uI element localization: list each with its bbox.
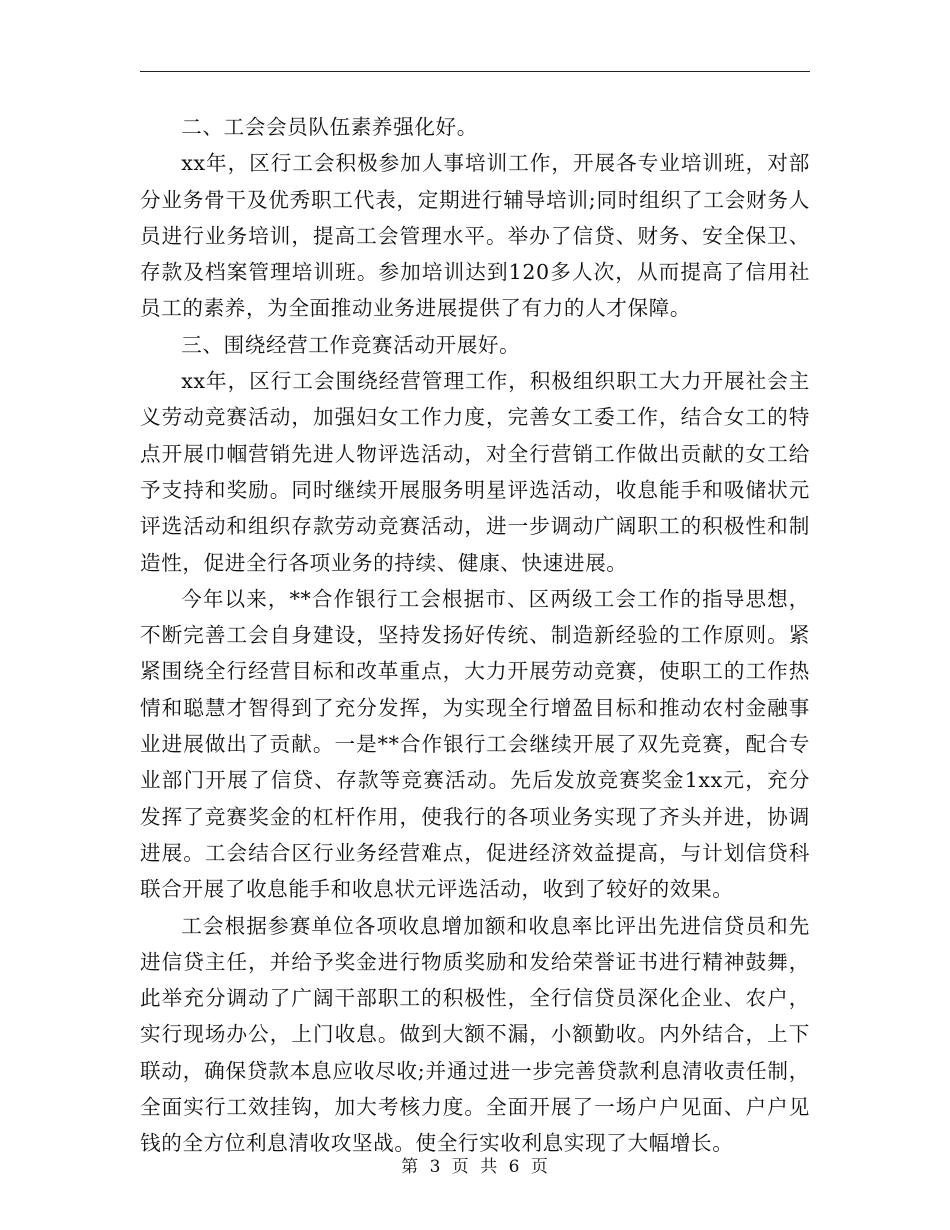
paragraph-competition: xx年，区行工会围绕经营管理工作，积极组织职工大力开展社会主义劳动竞赛活动，加强妇女工作力度，完善女工委工作，结合女工的特点开展巾帼营销先进人物评选活动，对全行营销工作做出贡献的女工给予支持和奖励。同时继续开展服务明星评选活动，收息能手和吸储状元评选活动和组织存款劳动竞赛活动，进一步调动广阔职工的积极性和制造性，促进全行各项业务的持续、健康、快速进展。 <box>140 369 810 575</box>
paragraph-this-year: 今年以来，**合作银行工会根据市、区两级工会工作的指导思想，不断完善工会自身建设，坚持发扬好传统、制造新经验的工作原则。紧紧围绕全行经营目标和改革重点，大力开展劳动竞赛，使职工的工作热情和聪慧才智得到了充分发挥，为实现全行增盈目标和推动农村金融事业进展做出了贡献。一是**合作银行工会继续开展了双先竞赛，配合专业部门开展了信贷、存款等竞赛活动。先后发放竞赛奖金1xx元，充分发挥了竞赛奖金的杠杆作用，使我行的各项业务实现了齐头并进，协调进展。工会结合区行业务经营难点，促进经济效益提高，与计划信贷科联合开展了收息能手和收息状元评选活动，收到了较好的效果。 <box>140 586 810 902</box>
paragraph-interest-collection: 工会根据参赛单位各项收息增加额和收息率比评出先进信贷员和先进信贷主任，并给予奖金进行物质奖励和发给荣誉证书进行精神鼓舞，此举充分调动了广阔干部职工的积极性，全行信贷员深化企业、农户，实行现场办公，上门收息。做到大额不漏，小额勤收。内外结合，上下联动，确保贷款本息应收尽收;并通过进一步完善贷款利息清收责任制，全面实行工效挂钩，加大考核力度。全面开展了一场户户见面、户户见钱的全方位利息清收攻坚战。使全行实收利息实现了大幅增长。 <box>140 913 810 1156</box>
header-rule <box>140 71 810 72</box>
paragraph-training: xx年，区行工会积极参加人事培训工作，开展各专业培训班，对部分业务骨干及优秀职工代表，定期进行辅导培训;同时组织了工会财务人员进行业务培训，提高工会管理水平。举办了信贷、财务、安全保卫、存款及档案管理培训班。参加培训达到120多人次，从而提高了信用社员工的素养，为全面推动业务进展提供了有力的人才保障。 <box>140 151 810 321</box>
section-heading-2: 二、工会会员队伍素养强化好。 <box>181 115 478 139</box>
section-heading-3: 三、围绕经营工作竞赛活动开展好。 <box>181 332 521 357</box>
document-body <box>140 109 810 1162</box>
page-number-footer: 第 3 页 共 6 页 <box>401 1157 549 1177</box>
